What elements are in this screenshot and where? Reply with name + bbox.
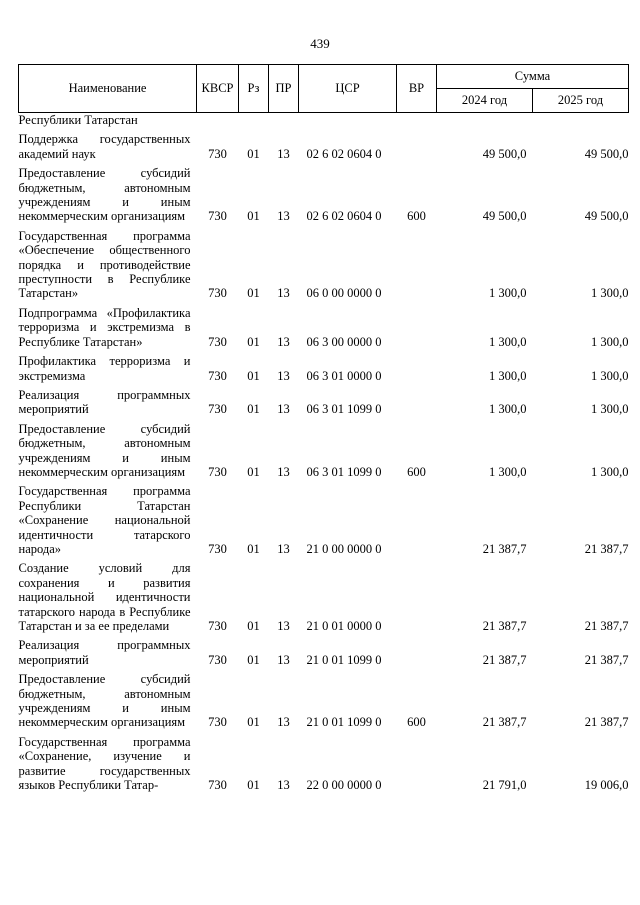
row-pr: 13 [277,209,290,224]
row-rz: 01 [247,334,260,349]
row-rz: 01 [247,464,260,479]
row-kvsr: 730 [208,715,227,730]
row-csr: 21 0 01 1099 0 [306,715,382,730]
row-amount-2024 [437,113,533,128]
row-pr: 13 [277,541,290,556]
row-amount-2025: 1 300,0 [591,334,629,349]
header-sum: Сумма [437,65,629,89]
table-row [19,301,629,349]
row-vr [397,113,437,128]
table-row [19,113,629,128]
row-amount-2024: 21 387,7 [482,652,527,667]
row-kvsr: 730 [208,402,227,417]
header-csr: ЦСР [299,65,397,113]
row-pr: 13 [277,652,290,667]
row-csr: 06 3 01 1099 0 [306,464,382,479]
row-amount-2025: 1 300,0 [591,402,629,417]
row-amount-2024: 21 387,7 [482,715,527,730]
row-name: Создание условий для сохранения и развития национальной идентичности татарского народа в Республике Татарстан и за ее пределами [18,561,191,633]
table-row [19,633,629,667]
row-amount-2025: 49 500,0 [584,146,629,161]
row-amount-2024: 1 300,0 [489,334,527,349]
row-amount-2025: 21 387,7 [584,619,629,633]
row-vr [397,479,437,556]
table-header [19,65,629,113]
row-name: Государственная программа Республики Татарстан «Сохранение национальной идентичности татарского народа» [18,484,191,556]
table-row [19,349,629,383]
row-name: Профилактика терроризма и экстремизма [18,354,191,383]
table-row [19,161,629,224]
row-vr [397,730,437,793]
row-amount-2025: 1 300,0 [591,368,629,383]
row-vr [397,349,437,383]
row-vr: 600 [407,715,426,730]
row-csr: 06 0 00 0000 0 [306,286,382,301]
row-vr [397,633,437,667]
row-rz: 01 [247,541,260,556]
row-pr: 13 [277,402,290,417]
row-csr: 21 0 01 1099 0 [306,652,382,667]
table-row [19,224,629,301]
row-amount-2024: 1 300,0 [489,402,527,417]
header-vr: ВР [397,65,437,113]
row-csr: 21 0 00 0000 0 [306,541,382,556]
row-name: Предоставление субсидий бюджетным, автономным учреждениям и иным некоммерческим организациям [18,421,191,479]
row-name: Государственная программа «Сохранение, изучение и развитие государственных языков Республики Татар- [18,734,191,793]
table-body [19,113,629,793]
row-vr [397,556,437,633]
row-amount-2024: 1 300,0 [489,464,527,479]
row-pr: 13 [277,286,290,301]
row-vr: 600 [407,209,426,224]
row-rz: 01 [247,368,260,383]
row-pr [269,113,299,128]
row-amount-2025: 1 300,0 [591,286,629,301]
header-year-2025: 2025 год [533,89,629,113]
row-amount-2024: 1 300,0 [489,368,527,383]
row-vr [397,383,437,417]
row-amount-2025: 21 387,7 [584,652,629,667]
table-row [19,127,629,161]
row-rz: 01 [247,146,260,161]
row-csr [299,113,397,128]
header-name: Наименование [19,65,197,113]
row-rz: 01 [247,652,260,667]
header-rz: Рз [239,65,269,113]
row-name: Реализация программных мероприятий [18,638,191,667]
row-amount-2024: 49 500,0 [482,146,527,161]
page-number: 439 [310,36,330,51]
row-kvsr: 730 [208,209,227,224]
row-pr: 13 [277,464,290,479]
header-pr: ПР [269,65,299,113]
row-rz: 01 [247,619,260,633]
row-rz [239,113,269,128]
row-amount-2024: 49 500,0 [482,209,527,224]
table-row [19,383,629,417]
row-amount-2025: 49 500,0 [584,209,629,224]
row-amount-2025: 21 387,7 [584,715,629,730]
row-name: Предоставление субсидий бюджетным, автономным учреждениям и иным некоммерческим организациям [18,672,191,730]
row-kvsr: 730 [208,541,227,556]
row-kvsr: 730 [208,619,227,633]
row-pr: 13 [277,778,290,793]
row-kvsr: 730 [208,146,227,161]
row-csr: 06 3 01 0000 0 [306,368,382,383]
row-csr: 02 6 02 0604 0 [306,209,382,224]
row-pr: 13 [277,334,290,349]
header-kvsr: КВСР [197,65,239,113]
row-csr: 06 3 01 1099 0 [306,402,382,417]
table-row [19,417,629,480]
row-kvsr: 730 [208,286,227,301]
row-amount-2025: 19 006,0 [584,778,629,793]
row-rz: 01 [247,209,260,224]
row-kvsr: 730 [208,334,227,349]
row-kvsr [197,113,239,128]
row-amount-2024: 1 300,0 [489,286,527,301]
row-amount-2024: 21 791,0 [482,778,527,793]
row-kvsr: 730 [208,778,227,793]
table-row [19,667,629,730]
row-vr [397,224,437,301]
row-amount-2024: 21 387,7 [482,541,527,556]
row-rz: 01 [247,402,260,417]
row-name: Предоставление субсидий бюджетным, автономным учреждениям и иным некоммерческим организациям [18,166,191,224]
row-pr: 13 [277,715,290,730]
row-csr: 22 0 00 0000 0 [306,778,382,793]
header-year-2024: 2024 год [437,89,533,113]
row-vr [397,301,437,349]
table-row [19,556,629,633]
row-kvsr: 730 [208,368,227,383]
row-kvsr: 730 [208,652,227,667]
row-csr: 06 3 00 0000 0 [306,334,382,349]
row-name: Подпрограмма «Профилактика терроризма и экстремизма в Республике Татарстан» [18,305,191,349]
row-pr: 13 [277,368,290,383]
row-rz: 01 [247,286,260,301]
budget-table [18,64,629,792]
row-rz: 01 [247,715,260,730]
row-pr: 13 [277,146,290,161]
row-name: Поддержка государственных академий наук [18,132,191,161]
row-name: Государственная программа «Обеспечение общественного порядка и противодействие преступности в Республике Татарстан» [18,228,191,301]
row-vr [397,127,437,161]
row-amount-2024: 21 387,7 [482,619,527,633]
row-kvsr: 730 [208,464,227,479]
row-name: Республики Татарстан [18,113,138,127]
row-csr: 21 0 01 0000 0 [306,619,382,633]
row-name: Реализация программных мероприятий [18,387,191,417]
table-row [19,730,629,793]
row-amount-2025: 21 387,7 [584,541,629,556]
row-amount-2025 [533,113,629,128]
table-row [19,479,629,556]
row-pr: 13 [277,619,290,633]
row-amount-2025: 1 300,0 [591,464,629,479]
row-rz: 01 [247,778,260,793]
row-csr: 02 6 02 0604 0 [306,146,382,161]
row-vr: 600 [407,464,426,479]
